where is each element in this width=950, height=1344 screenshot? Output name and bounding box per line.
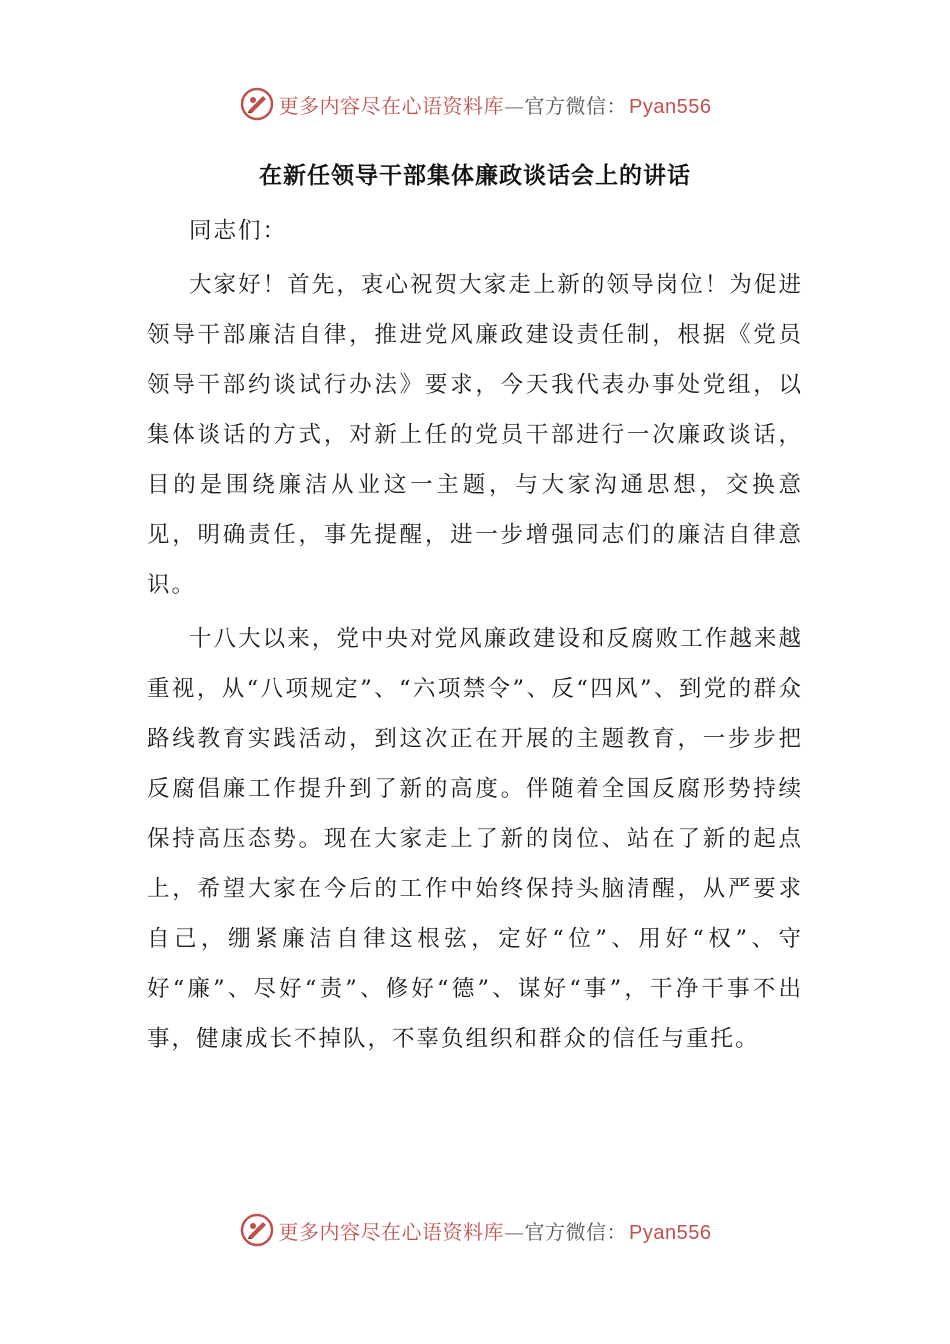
- watermark-handle: Pyan556: [629, 1221, 712, 1244]
- footer-watermark: [0, 1210, 950, 1250]
- watermark-wechat-label: 官方微信：: [524, 93, 628, 118]
- paragraph-2: 十八大以来，党中央对党风廉政建设和反腐败工作越来越重视，从“八项规定”、“六项禁令”、反“四风”、到党的群众路线教育实践活动，到这次正在开展的主题教育，一步步把反腐倡廉工作提升到了新的高度。伴随着全国反腐形势持续保持高压态势。现在大家走上了新的岗位、站在了新的起点上，希望大家在今后的工作中始终保持头脑清醒，从严要求自己，绷紧廉洁自律这根弦，定好“位”、用好“权”、守好“廉”、尽好“责”、修好“德”、谋好“事”，干净干事不出事，健康成长不掉队，不辜负组织和群众的信任与重托。: [147, 626, 803, 1052]
- watermark-wechat-label: 官方微信：: [524, 1219, 628, 1244]
- watermark-main-text: 更多内容尽在心语资料库: [278, 1219, 505, 1244]
- paragraph-1: 大家好！首先，衷心祝贺大家走上新的领导岗位！为促进领导干部廉洁自律，推进党风廉政建设责任制，根据《党员领导干部约谈试行办法》要求，今天我代表办事处党组，以集体谈话的方式，对新上任的党员干部进行一次廉政谈话，目的是围绕廉洁从业这一主题，与大家沟通思想，交换意见，明确责任，事先提醒，进一步增强同志们的廉洁自律意识。: [147, 272, 803, 598]
- watermark-dash: —: [504, 1219, 525, 1244]
- header-watermark: [0, 84, 950, 124]
- pen-heart-logo-icon: [239, 1212, 275, 1248]
- watermark-main-text: 更多内容尽在心语资料库: [278, 93, 505, 118]
- watermark-handle: Pyan556: [629, 95, 712, 118]
- greeting: 同志们：: [189, 218, 288, 244]
- watermark-dash: —: [504, 93, 525, 118]
- document-title: 在新任领导干部集体廉政谈话会上的讲话: [259, 163, 691, 189]
- document-body: [147, 206, 803, 1064]
- pen-heart-logo-icon: [239, 86, 275, 122]
